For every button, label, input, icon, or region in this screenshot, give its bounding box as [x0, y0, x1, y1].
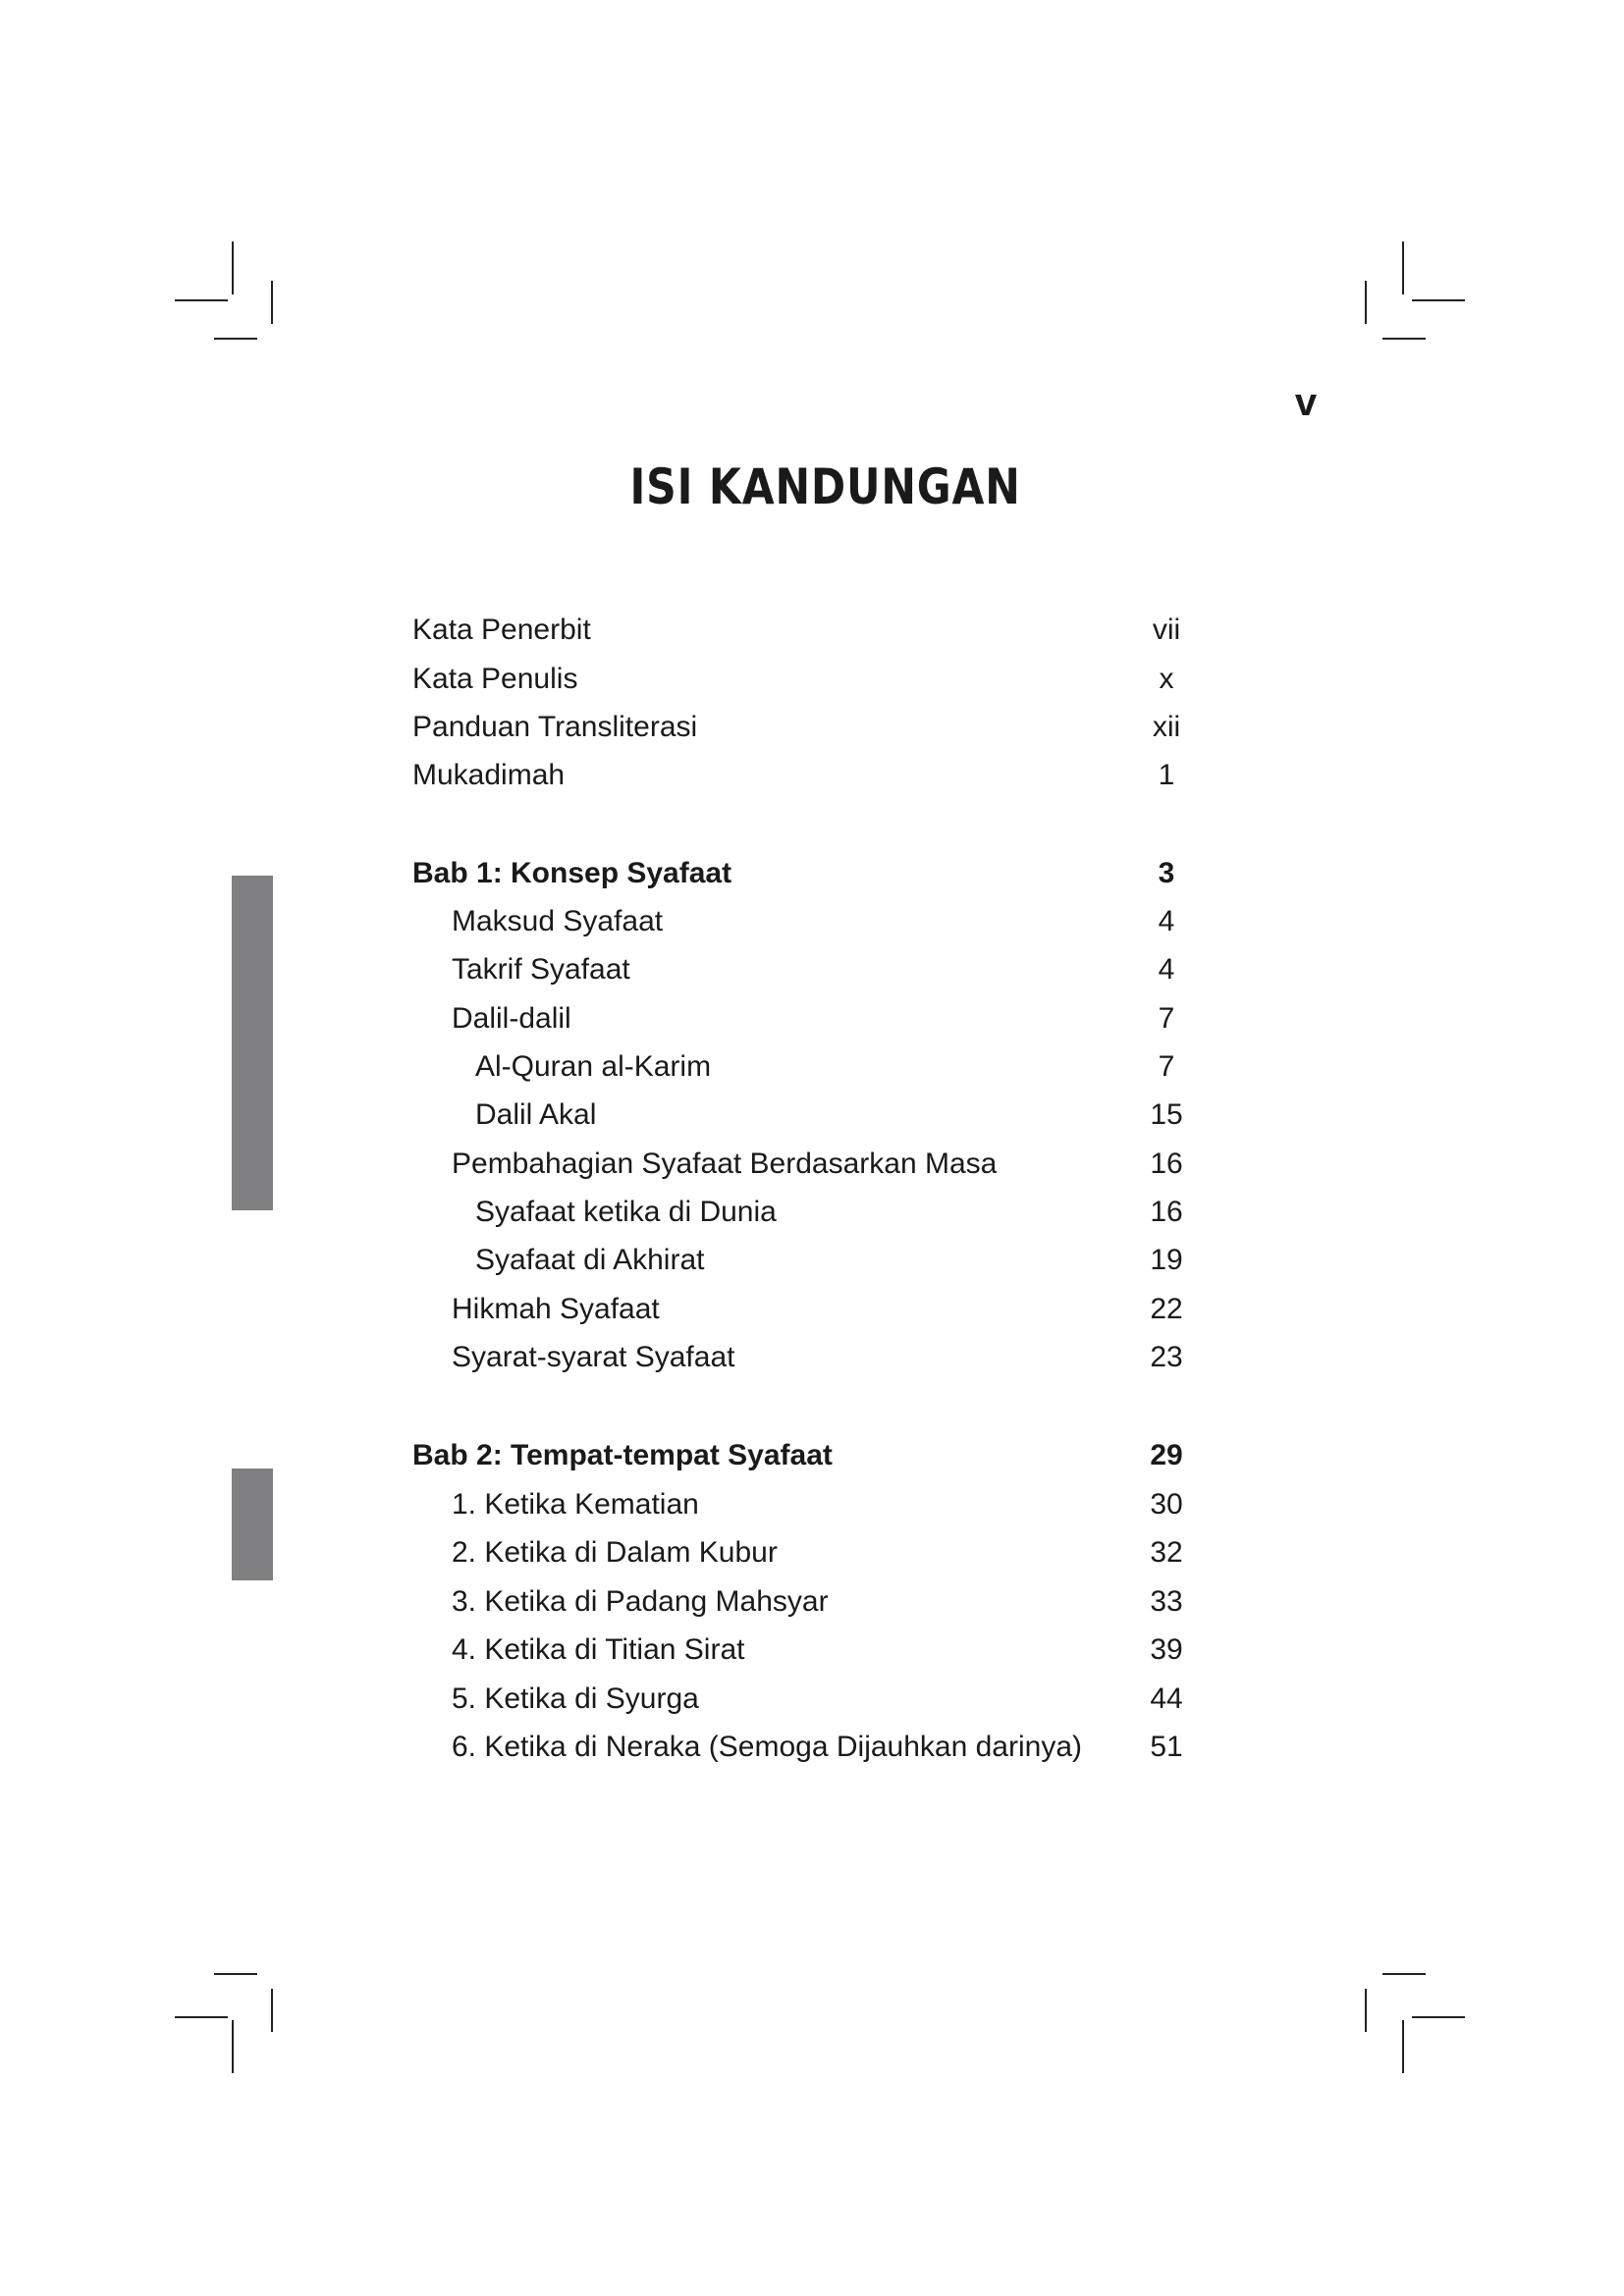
toc-entry-page: 29 [1150, 1439, 1183, 1471]
toc-entry-page: 7 [1158, 1050, 1175, 1083]
toc-entry [0, 1290, 1624, 1329]
toc-entry-page: 30 [1150, 1488, 1183, 1521]
toc-entry-page: 16 [1150, 1196, 1183, 1228]
toc-entry-label: Bab 1: Konsep Syafaat [412, 857, 732, 889]
toc-entry-label: Dalil-dalil [452, 1002, 571, 1035]
toc-entry-page: 51 [1150, 1731, 1183, 1763]
toc-entry [0, 1728, 1624, 1767]
toc-entry-label: Bab 2: Tempat-tempat Syafaat [412, 1439, 833, 1471]
toc-entry-page: 23 [1150, 1341, 1183, 1373]
toc-entry [0, 756, 1624, 795]
toc-entry-page: xii [1152, 711, 1181, 743]
toc-entry [0, 708, 1624, 747]
toc-entry-page: 16 [1150, 1148, 1183, 1180]
toc-entry-page: vii [1152, 614, 1181, 646]
toc-entry-label: Mukadimah [412, 759, 566, 791]
toc-entry-label: Hikmah Syafaat [452, 1293, 660, 1325]
toc-entry-page: 32 [1150, 1536, 1183, 1569]
toc-entry [0, 1436, 1624, 1475]
toc-entry [0, 854, 1624, 893]
toc-entry-label: 4. Ketika di Titian Sirat [452, 1633, 745, 1666]
toc-entry [0, 1680, 1624, 1719]
toc-entry-page: x [1159, 663, 1174, 695]
page-title: ISI KANDUNGAN [629, 458, 1021, 515]
toc-entry [0, 1533, 1624, 1573]
toc-entry-label: Panduan Transliterasi [412, 711, 698, 743]
toc-entry-page: 33 [1150, 1585, 1183, 1618]
toc-entry [0, 611, 1624, 650]
toc-entry [0, 1095, 1624, 1135]
toc-entry-label: Takrif Syafaat [452, 953, 630, 986]
toc-entry-page: 39 [1150, 1633, 1183, 1666]
toc-entry-page: 7 [1158, 1002, 1175, 1035]
toc-entry-label: Dalil Akal [475, 1098, 597, 1131]
toc-entry-label: Kata Penulis [412, 663, 578, 695]
toc-entry [0, 1582, 1624, 1622]
toc-entry [0, 1241, 1624, 1280]
toc-entry-label: 6. Ketika di Neraka (Semoga Dijauhkan darinya) [452, 1731, 1082, 1763]
toc-entry [0, 660, 1624, 699]
toc-entry-label: 2. Ketika di Dalam Kubur [452, 1536, 778, 1569]
toc-entry-page: 3 [1158, 857, 1175, 889]
toc-entry [0, 1485, 1624, 1524]
toc-entry [0, 902, 1624, 941]
toc-entry [0, 1047, 1624, 1087]
toc-entry-label: Pembahagian Syafaat Berdasarkan Masa [452, 1148, 998, 1180]
toc-entry-label: Kata Penerbit [412, 614, 591, 646]
toc-entry-page: 15 [1150, 1098, 1183, 1131]
toc-entry-page: 44 [1150, 1682, 1183, 1715]
toc-entry-label: 1. Ketika Kematian [452, 1488, 699, 1521]
toc-entry-page: 1 [1158, 759, 1175, 791]
toc-entry [0, 999, 1624, 1039]
toc-entry-label: Syarat-syarat Syafaat [452, 1341, 735, 1373]
page-number: v [1294, 381, 1318, 424]
toc-entry-page: 4 [1158, 905, 1175, 937]
toc-entry-label: Maksud Syafaat [452, 905, 664, 937]
toc-entry-label: 5. Ketika di Syurga [452, 1682, 699, 1715]
toc-entry-label: Syafaat ketika di Dunia [475, 1196, 777, 1228]
toc-entry-label: 3. Ketika di Padang Mahsyar [452, 1585, 829, 1618]
toc-entry [0, 1193, 1624, 1232]
toc-entry [0, 1338, 1624, 1377]
toc-entry-label: Al-Quran al-Karim [475, 1050, 712, 1083]
toc-entry-label: Syafaat di Akhirat [475, 1244, 705, 1276]
toc-entry [0, 1630, 1624, 1670]
toc-entry-page: 22 [1150, 1293, 1183, 1325]
toc-entry [0, 950, 1624, 989]
toc-entry-page: 19 [1150, 1244, 1183, 1276]
toc-entry [0, 1145, 1624, 1184]
toc-entry-page: 4 [1158, 953, 1175, 986]
